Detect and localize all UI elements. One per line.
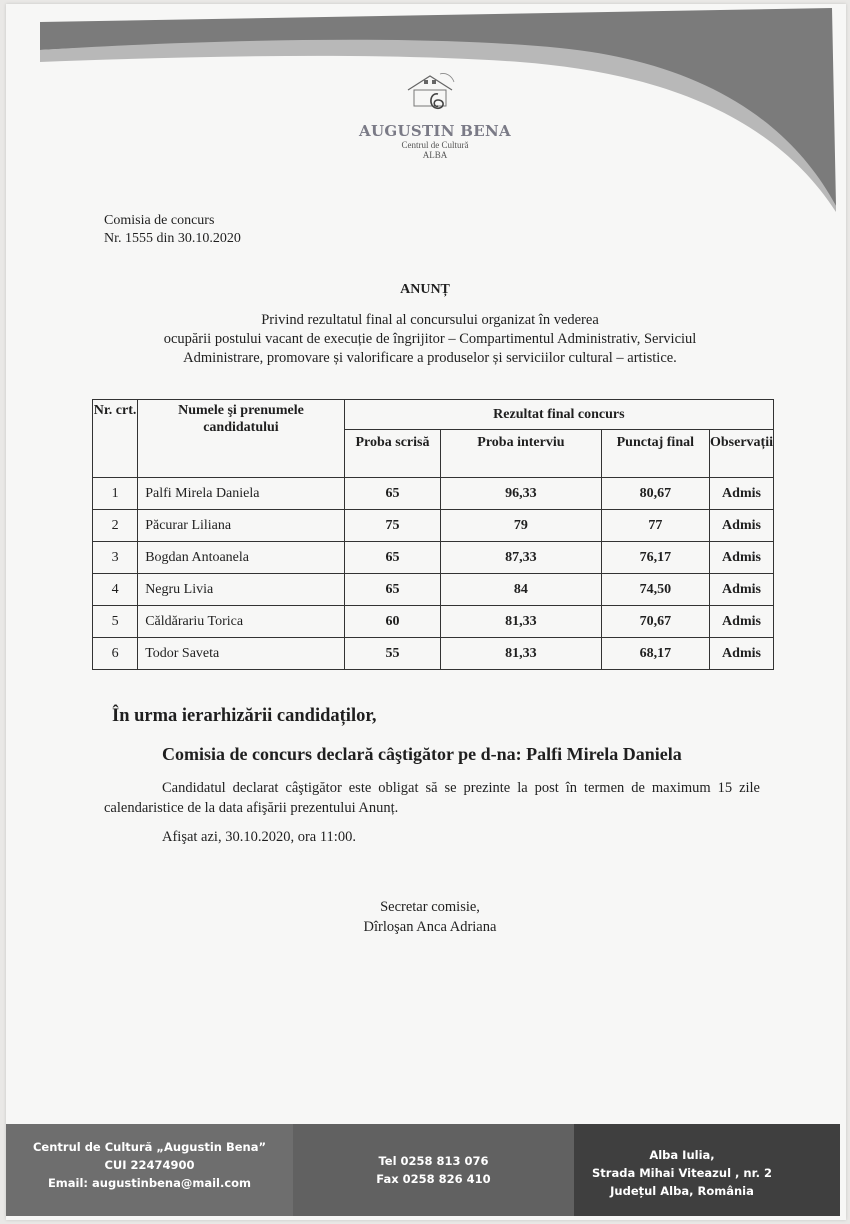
cell-final: 76,17 — [601, 542, 709, 574]
cell-nr: 1 — [93, 478, 138, 510]
cell-nr: 5 — [93, 606, 138, 638]
cell-nr: 3 — [93, 542, 138, 574]
cell-interview: 81,33 — [441, 638, 601, 670]
table-row — [93, 638, 774, 670]
footer-county: Județul Alba, România — [610, 1184, 754, 1198]
logo-name: AUGUSTIN BENA — [359, 122, 511, 140]
cell-observation: Admis — [710, 478, 774, 510]
cell-written: 55 — [344, 638, 440, 670]
cell-name: Bogdan Antoanela — [138, 542, 345, 574]
footer-org-block — [6, 1124, 293, 1216]
footer-city: Alba Iulia, — [649, 1148, 715, 1162]
header-final: Punctaj final — [601, 430, 709, 478]
footer-address-block — [574, 1124, 840, 1216]
table-row — [93, 478, 774, 510]
reference-commission: Comisia de concurs — [104, 213, 215, 228]
cell-written: 75 — [344, 510, 440, 542]
ranking-heading: În urma ierarhizării candidaților, — [112, 706, 377, 726]
header-observations: Observații — [710, 430, 774, 478]
cell-interview: 96,33 — [441, 478, 601, 510]
cell-final: 70,67 — [601, 606, 709, 638]
posting-date: Afişat azi, 30.10.2020, ora 11:00. — [162, 829, 356, 845]
logo-subtitle: Centrul de Cultură — [401, 140, 469, 150]
header-name: Numele şi prenumele candidatului — [138, 400, 345, 478]
header-written: Proba scrisă — [344, 430, 440, 478]
table-row — [93, 606, 774, 638]
cell-observation: Admis — [710, 510, 774, 542]
cell-nr: 2 — [93, 510, 138, 542]
cell-name: Todor Saveta — [138, 638, 345, 670]
cell-observation: Admis — [710, 606, 774, 638]
intro-line-3: Administrare, promovare și valorificare a produselor și serviciilor cultural – artistice. — [183, 350, 677, 366]
header-interview: Proba interviu — [441, 430, 601, 478]
winner-declaration: Comisia de concurs declară câştigător pe d-na: Palfi Mirela Daniela — [162, 744, 682, 764]
winner-obligation-text: Candidatul declarat câştigător este obligat să se prezinte la post în termen de maximum 15 zile calendaristice de la data afişării prezentului Anunț. — [104, 780, 760, 816]
cell-final: 77 — [601, 510, 709, 542]
cell-observation: Admis — [710, 542, 774, 574]
cell-name: Palfi Mirela Daniela — [138, 478, 345, 510]
logo-mark-icon — [400, 70, 470, 118]
table-row — [93, 574, 774, 606]
document-title: ANUNȚ — [400, 282, 450, 297]
footer-street: Strada Mihai Viteazul , nr. 2 — [592, 1166, 772, 1180]
footer-cui: CUI 22474900 — [104, 1158, 195, 1172]
cell-written: 65 — [344, 478, 440, 510]
intro-text — [100, 311, 760, 368]
signature-block — [320, 897, 540, 937]
cell-name: Negru Livia — [138, 574, 345, 606]
footer-contact-block — [293, 1124, 574, 1216]
header-group: Rezultat final concurs — [344, 400, 773, 430]
cell-name: Păcurar Liliana — [138, 510, 345, 542]
cell-interview: 81,33 — [441, 606, 601, 638]
cell-written: 65 — [344, 542, 440, 574]
table-header-row — [93, 400, 774, 430]
cell-interview: 87,33 — [441, 542, 601, 574]
cell-final: 74,50 — [601, 574, 709, 606]
cell-name: Căldărariu Torica — [138, 606, 345, 638]
logo — [340, 70, 530, 160]
table-row — [93, 542, 774, 574]
cell-nr: 6 — [93, 638, 138, 670]
footer-fax: Fax 0258 826 410 — [376, 1172, 491, 1186]
footer — [6, 1124, 840, 1216]
reference-number: Nr. 1555 din 30.10.2020 — [104, 231, 241, 246]
cell-interview: 84 — [441, 574, 601, 606]
cell-observation: Admis — [710, 638, 774, 670]
cell-final: 68,17 — [601, 638, 709, 670]
header-nr: Nr. crt. — [93, 400, 138, 478]
table-row — [93, 510, 774, 542]
signature-role: Secretar comisie, — [380, 899, 480, 915]
footer-phone: Tel 0258 813 076 — [378, 1154, 489, 1168]
footer-org-name: Centrul de Cultură „Augustin Bena” — [32, 1140, 267, 1154]
cell-observation: Admis — [710, 574, 774, 606]
reference-block — [104, 212, 241, 248]
results-table — [92, 399, 774, 670]
intro-line-1: Privind rezultatul final al concursului organizat în vederea — [261, 312, 599, 328]
cell-interview: 79 — [441, 510, 601, 542]
cell-final: 80,67 — [601, 478, 709, 510]
signature-name: Dîrloşan Anca Adriana — [363, 919, 497, 935]
intro-line-2: ocupării postului vacant de execuție de îngrijitor – Compartimentul Administrativ, Serviciul — [163, 331, 697, 347]
footer-email: Email: augustinbena@mail.com — [47, 1176, 252, 1190]
logo-city: ALBA — [422, 150, 448, 160]
cell-written: 65 — [344, 574, 440, 606]
cell-written: 60 — [344, 606, 440, 638]
cell-nr: 4 — [93, 574, 138, 606]
